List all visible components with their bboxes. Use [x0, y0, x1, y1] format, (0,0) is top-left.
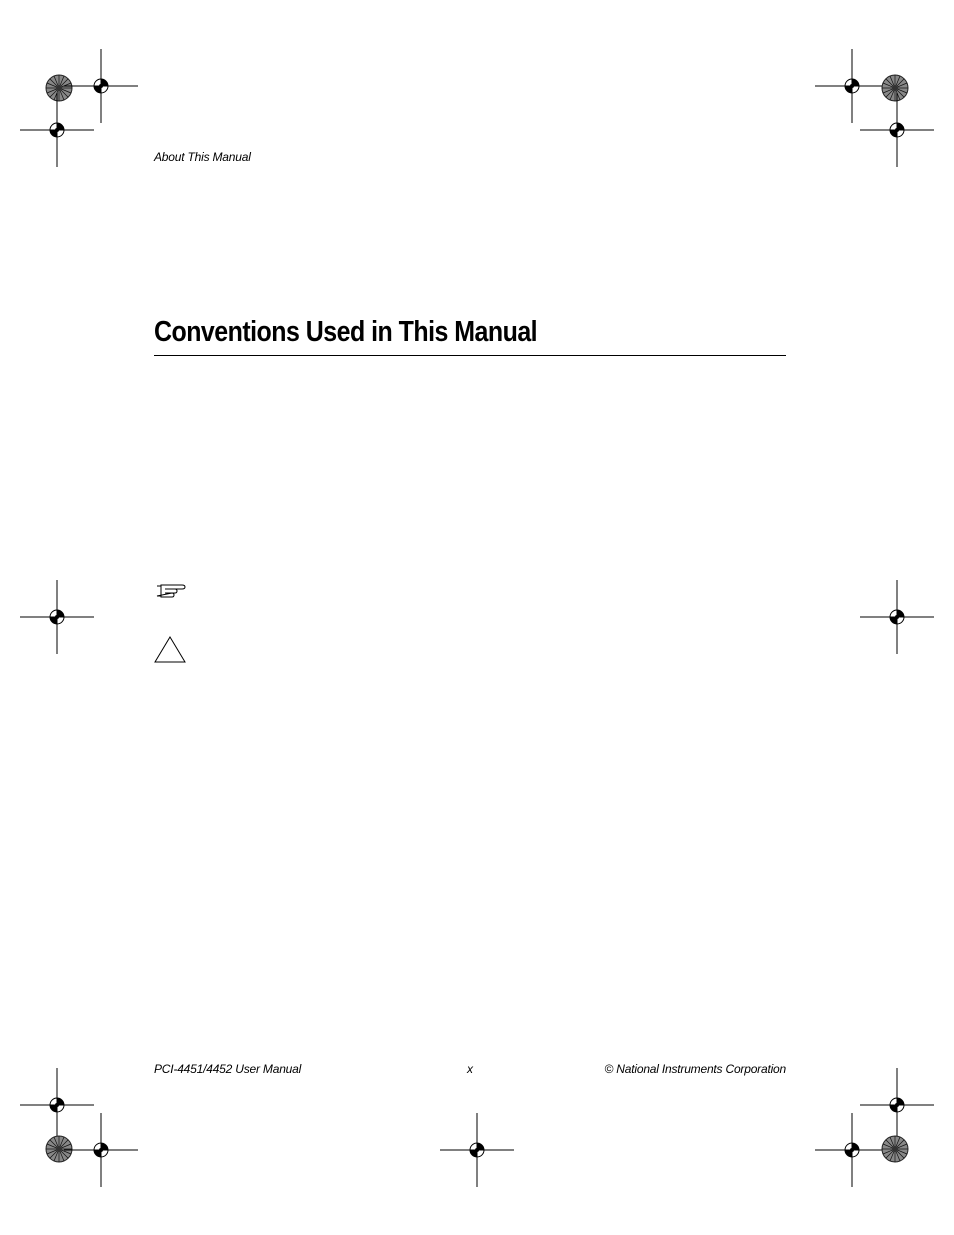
running-header: About This Manual — [154, 150, 251, 164]
caution-triangle-icon — [154, 636, 186, 663]
registration-mark-icon — [20, 1068, 94, 1142]
page-title: Conventions Used in This Manual — [154, 316, 538, 348]
registration-mark-icon — [860, 1068, 934, 1142]
registration-mark-icon — [64, 49, 138, 123]
registration-mark-icon — [815, 49, 889, 123]
registration-star-icon — [882, 75, 908, 101]
title-rule — [154, 355, 786, 356]
registration-mark-icon — [860, 93, 934, 167]
registration-mark-icon — [64, 1113, 138, 1187]
registration-star-icon — [46, 75, 72, 101]
registration-mark-icon — [440, 1113, 514, 1187]
registration-mark-icon — [815, 1113, 889, 1187]
registration-star-icon — [882, 1136, 908, 1162]
pointing-hand-icon — [156, 583, 188, 599]
registration-mark-icon — [860, 580, 934, 654]
registration-star-icon — [46, 1136, 72, 1162]
footer-copyright: © National Instruments Corporation — [604, 1062, 786, 1076]
footer-manual-name: PCI-4451/4452 User Manual — [154, 1062, 302, 1076]
registration-mark-icon — [20, 580, 94, 654]
footer-page-number: x — [467, 1062, 473, 1076]
registration-mark-icon — [20, 93, 94, 167]
